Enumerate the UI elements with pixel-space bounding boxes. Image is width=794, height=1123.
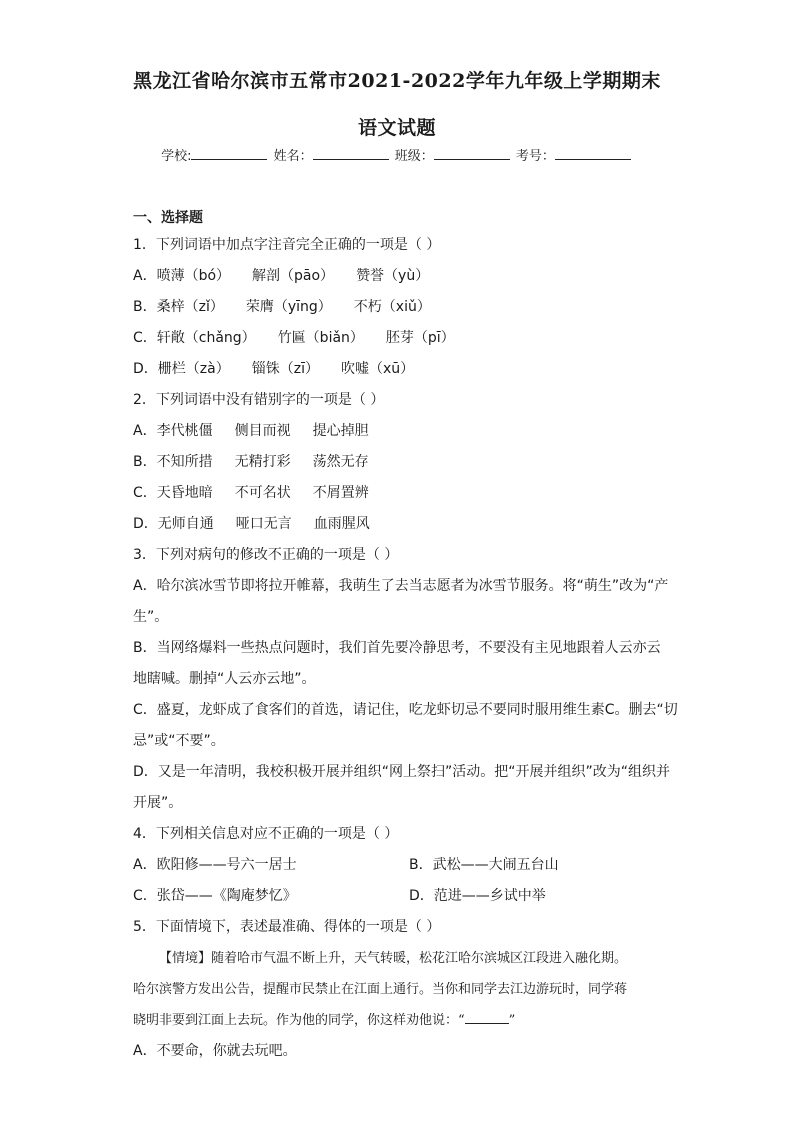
q5-stem: 5．下面情境下，表述最准确、得体的一项是（ ） <box>133 919 441 935</box>
q2-c-w1: C．天昏地暗 <box>133 485 213 501</box>
q1-d-w2: 锱铢（zī） <box>251 361 319 377</box>
q1-c-w2: 竹匾（biǎn） <box>277 330 364 346</box>
q3-option-b-line2: 地瞎喊。删掉“人云亦云地”。 <box>133 671 316 687</box>
q5-situation-line3 <box>133 1005 667 1036</box>
q1-option-b <box>133 292 667 323</box>
q1-b-w3: 不朽（xiǔ） <box>353 299 431 315</box>
questions-body <box>133 230 678 1067</box>
q1-b-w1: B．桑梓（zǐ） <box>133 299 224 315</box>
section-heading: 一、选择题 <box>133 210 203 226</box>
q2-b-w2: 无精打彩 <box>234 454 291 470</box>
q4-option-b: B．武松——大闹五台山 <box>409 857 559 873</box>
q3-option-c-line1: C．盛夏，龙虾成了食客们的首选，请记住，吃龙虾切忌不要同时服用维生素C。删去“切 <box>133 702 678 718</box>
answer-blank <box>465 1011 509 1024</box>
q3-option-d-line2: 开展”。 <box>133 795 183 811</box>
q2-stem: 2．下列词语中没有错别字的一项是（ ） <box>133 392 385 408</box>
q4-stem: 4．下列相关信息对应不正确的一项是（ ） <box>133 826 399 842</box>
exam-title-line1: 黑龙江省哈尔滨市五常市2021-2022学年九年级上学期期末 <box>133 70 661 92</box>
q3-option-c-line2: 忌”或“不要”。 <box>133 733 225 749</box>
q4-option-a: A．欧阳修——号六一居士 <box>133 857 297 873</box>
class-label: 班级： <box>394 149 434 164</box>
q1-option-c <box>133 323 667 354</box>
q1-a-w2: 解剖（pāo） <box>252 268 335 284</box>
q2-d-w3: 血雨腥风 <box>313 516 370 532</box>
q5-situation-line3-text: 晓明非要到江面上去玩。作为他的同学，你这样劝他说：“ <box>133 1013 465 1028</box>
q4-option-d: D．范进——乡试中举 <box>409 888 546 904</box>
q1-option-a <box>133 261 667 292</box>
exam-title-line2: 语文试题 <box>357 117 436 139</box>
q4-options-row2 <box>133 881 667 912</box>
q5-situation-line2: 哈尔滨警方发出公告，提醒市民禁止在江面上通行。当你和同学去江边游玩时，同学蒋 <box>133 982 628 997</box>
q2-b-w1: B．不知所措 <box>133 454 213 470</box>
q1-a-w3: 赞誉（yù） <box>356 268 430 284</box>
q4-option-c: C．张岱——《陶庵梦忆》 <box>133 888 297 904</box>
q2-a-w3: 提心掉胆 <box>312 423 369 439</box>
q2-a-w2: 侧目而视 <box>234 423 291 439</box>
q5-situation-close-quote: ” <box>508 1013 516 1028</box>
name-label: 姓名： <box>273 149 313 164</box>
q1-b-w2: 荣膺（yīng） <box>245 299 332 315</box>
q1-stem: 1．下列词语中加点字注音完全正确的一项是（ ） <box>133 237 441 253</box>
q1-option-d <box>133 354 667 385</box>
school-label: 学校: <box>161 149 192 164</box>
q2-c-w2: 不可名状 <box>234 485 291 501</box>
student-info-row <box>0 145 794 164</box>
q3-option-a-line2: 生”。 <box>133 609 169 625</box>
q2-d-w2: 哑口无言 <box>235 516 292 532</box>
exam-number-label: 考号： <box>515 149 555 164</box>
exam-number-blank <box>555 147 631 160</box>
q2-option-b <box>133 447 667 478</box>
q3-stem: 3．下列对病句的修改不正确的一项是（ ） <box>133 547 399 563</box>
q3-option-b-line1: B．当网络爆料一些热点问题时，我们首先要冷静思考，不要没有主见地跟着人云亦云 <box>133 640 661 656</box>
q3-option-a-line1: A．哈尔滨冰雪节即将拉开帷幕，我萌生了去当志愿者为冰雪节服务。将“萌生”改为“产 <box>133 578 669 594</box>
q2-c-w3: 不屑置辨 <box>312 485 369 501</box>
q5-situation-line1: 【情境】随着哈市气温不断上升，天气转暖，松花江哈尔滨城区江段进入融化期。 <box>159 951 628 966</box>
q2-a-w1: A．李代桃僵 <box>133 423 213 439</box>
q1-c-w1: C．轩敞（chǎng） <box>133 330 256 346</box>
q4-options-row1 <box>133 850 667 881</box>
q1-a-w1: A．喷薄（bó） <box>133 268 231 284</box>
school-blank <box>191 147 267 160</box>
q2-option-a <box>133 416 667 447</box>
q5-option-a: A．不要命，你就去玩吧。 <box>133 1043 297 1059</box>
class-blank <box>434 147 510 160</box>
q1-d-w3: 吹嘘（xū） <box>340 361 415 377</box>
q3-option-d-line1: D．又是一年清明，我校积极开展并组织“网上祭扫”活动。把“开展并组织”改为“组织并 <box>133 764 671 780</box>
q1-d-w1: D．栅栏（zà） <box>133 361 230 377</box>
q2-b-w3: 荡然无存 <box>312 454 369 470</box>
q2-option-d <box>133 509 667 540</box>
q2-option-c <box>133 478 667 509</box>
name-blank <box>313 147 389 160</box>
q1-c-w3: 胚芽（pī） <box>385 330 455 346</box>
q2-d-w1: D．无师自通 <box>133 516 214 532</box>
